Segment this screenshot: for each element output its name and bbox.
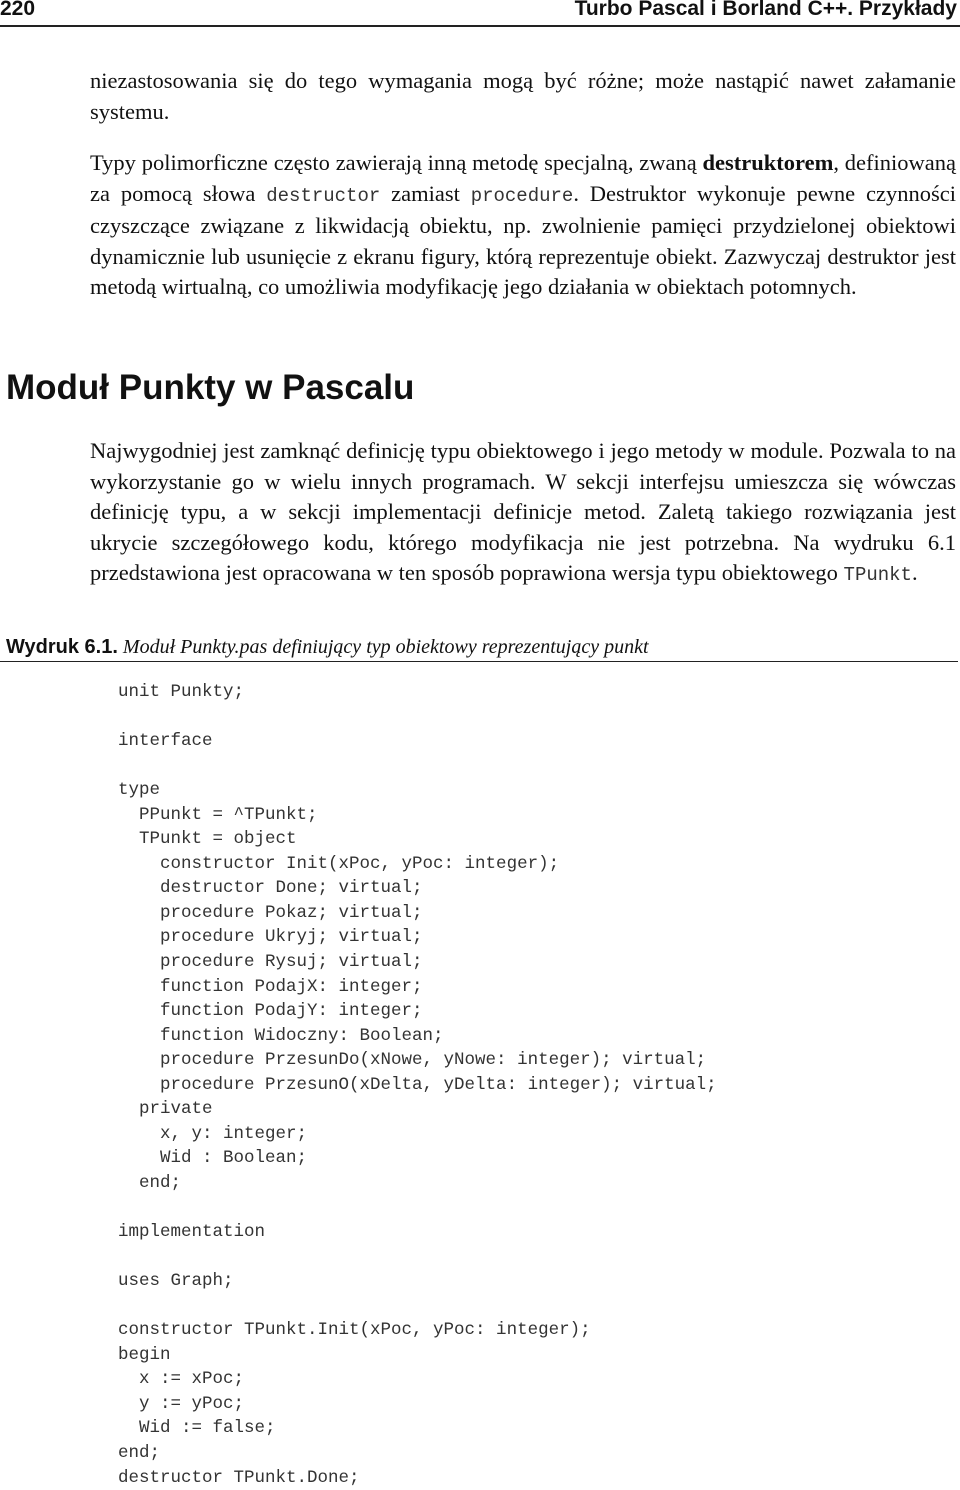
paragraph-text: . bbox=[912, 560, 918, 585]
paragraph-destructor bbox=[90, 148, 956, 303]
code-line: destructor Done; virtual; bbox=[118, 876, 717, 901]
code-line: constructor Init(xPoc, yPoc: integer); bbox=[118, 852, 717, 877]
code-line: function PodajX: integer; bbox=[118, 975, 717, 1000]
code-line: x, y: integer; bbox=[118, 1122, 717, 1147]
paragraph-module bbox=[90, 436, 956, 591]
code-line: Wid := false; bbox=[118, 1416, 717, 1441]
paragraph-text: zamiast bbox=[380, 181, 470, 206]
code-line: interface bbox=[118, 729, 717, 754]
code-line: begin bbox=[118, 1343, 717, 1368]
code-line bbox=[118, 1195, 717, 1220]
code-line: destructor TPunkt.Done; bbox=[118, 1466, 717, 1490]
page-header bbox=[0, 0, 960, 26]
paragraph-text: Typy polimorficzne często zawierają inną metodę specjalną, zwaną bbox=[90, 150, 703, 175]
code-line: procedure Pokaz; virtual; bbox=[118, 901, 717, 926]
keyword-destructor: destructor bbox=[266, 185, 380, 207]
paragraph-text: . Destruktor wykonuje pewne czynności czyszczące związane z likwidacją obiektu, np. zwolnienie pamięci przydzielonej obiektowi dynamicznie lub usunięcie z ekranu figury, którą reprezentuje obiekt. Zazwyczaj destruktor jest metodą wirtualną, co umożliwia modyfikację jego działania w obiektach potomnych. bbox=[90, 181, 956, 300]
code-line: y := yPoc; bbox=[118, 1392, 717, 1417]
code-line bbox=[118, 705, 717, 730]
code-line: x := xPoc; bbox=[118, 1367, 717, 1392]
paragraph-text: niezastosowania się do tego wymagania mogą być różne; może nastąpić nawet załamanie systemu. bbox=[90, 68, 956, 124]
code-line: PPunkt = ^TPunkt; bbox=[118, 803, 717, 828]
listing-label: Wydruk 6.1. bbox=[6, 636, 118, 658]
code-line: procedure Ukryj; virtual; bbox=[118, 925, 717, 950]
paragraph-text: , definiowaną za pomocą słowa bbox=[90, 150, 956, 206]
code-listing bbox=[118, 680, 717, 1490]
code-term-tpunkt: TPunkt bbox=[844, 564, 912, 586]
paragraph-continuation bbox=[90, 66, 956, 127]
code-line: Wid : Boolean; bbox=[118, 1146, 717, 1171]
term-destructor: destruktorem bbox=[703, 150, 834, 175]
code-line: private bbox=[118, 1097, 717, 1122]
code-line: function Widoczny: Boolean; bbox=[118, 1024, 717, 1049]
code-line: end; bbox=[118, 1441, 717, 1466]
paragraph-text: Najwygodniej jest zamknąć definicję typu obiektowego i jego metody w module. Pozwala to na wykorzystanie go w wielu innych programach. W sekcji interfejsu umieszcza się wówczas definicję typu, a w sekcji implementacji definicje metod. Zaletą takiego rozwiązania jest ukrycie szczegółowego kodu, którego modyfikacja nie jest potrzebna. Na wydruku 6.1 przedstawiona jest opracowana w ten sposób poprawiona wersja typu obiektowego bbox=[90, 438, 956, 585]
code-line: TPunkt = object bbox=[118, 827, 717, 852]
listing-caption bbox=[6, 634, 649, 660]
code-line: function PodajY: integer; bbox=[118, 999, 717, 1024]
section-heading: Moduł Punkty w Pascalu bbox=[6, 366, 414, 410]
code-line bbox=[118, 1294, 717, 1319]
code-line: constructor TPunkt.Init(xPoc, yPoc: integer); bbox=[118, 1318, 717, 1343]
running-title: Turbo Pascal i Borland C++. Przykłady bbox=[575, 0, 957, 21]
code-line bbox=[118, 754, 717, 779]
code-line: implementation bbox=[118, 1220, 717, 1245]
caption-divider bbox=[0, 661, 958, 662]
code-line: uses Graph; bbox=[118, 1269, 717, 1294]
code-line bbox=[118, 1245, 717, 1270]
code-line: end; bbox=[118, 1171, 717, 1196]
listing-title: Moduł Punkty.pas definiujący typ obiektowy reprezentujący punkt bbox=[123, 636, 649, 658]
page-number: 220 bbox=[0, 0, 35, 21]
header-divider bbox=[0, 25, 960, 27]
code-line: procedure PrzesunDo(xNowe, yNowe: integer); virtual; bbox=[118, 1048, 717, 1073]
code-line: type bbox=[118, 778, 717, 803]
code-line: unit Punkty; bbox=[118, 680, 717, 705]
code-line: procedure Rysuj; virtual; bbox=[118, 950, 717, 975]
keyword-procedure: procedure bbox=[471, 185, 574, 207]
code-line: procedure PrzesunO(xDelta, yDelta: integer); virtual; bbox=[118, 1073, 717, 1098]
